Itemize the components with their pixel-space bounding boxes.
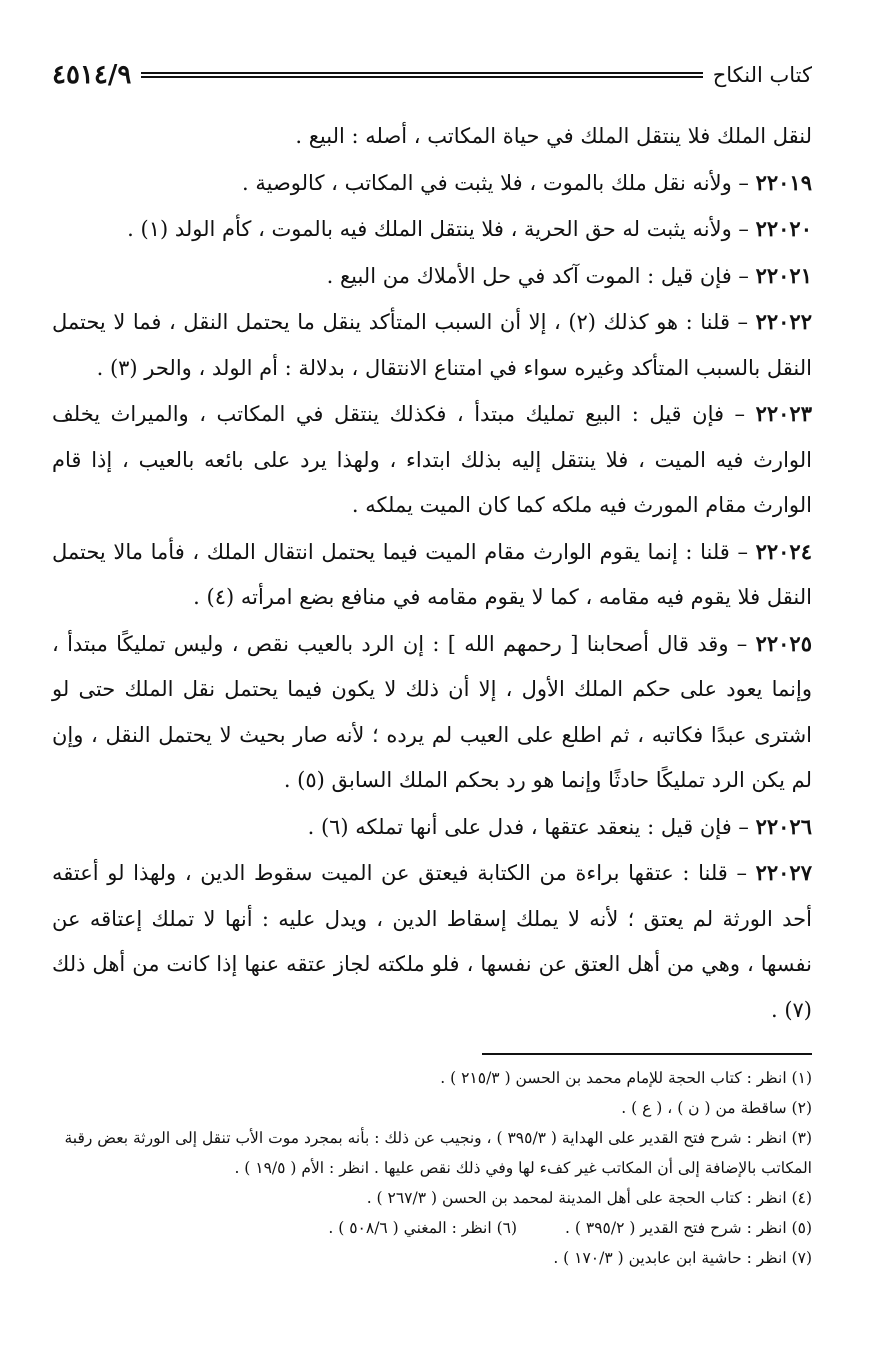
paragraph-number: ٢٢٠٢٦ [755, 813, 812, 839]
paragraph [52, 621, 812, 804]
page-number: ٤٥١٤/٩ [52, 60, 132, 90]
paragraph [52, 253, 812, 300]
paragraph-number: ٢٢٠٢٢ [755, 309, 812, 334]
paragraph-text: – ولأنه نقل ملك بالموت ، فلا يثبت في المكاتب ، كالوصية . [242, 170, 756, 195]
footnote: (٢) ساقطة من ( ن ) ، ( ع ) . [621, 1099, 812, 1117]
paragraph [52, 391, 812, 529]
paragraph-number: ٢٢٠٢١ [755, 262, 812, 288]
paragraph [52, 804, 812, 851]
footnote: (٧) انظر : حاشية ابن عابدين ( ١٧٠/٣ ) . [553, 1249, 812, 1267]
footnote: (٤) انظر : كتاب الحجة على أهل المدينة لمحمد بن الحسن ( ٢٦٧/٣ ) . [366, 1189, 812, 1207]
paragraph-number: ٢٢٠١٩ [755, 169, 812, 195]
footnote-row [52, 1213, 812, 1243]
footnote: (٦) انظر : المغني ( ٥٠٨/٦ ) . [328, 1219, 518, 1237]
paragraph-text: – قلنا : إنما يقوم الوارث مقام الميت فيما يحتمل انتقال الملك ، فأما مالا يحتمل النقل فلا يقوم فيه مقامه ، كما لا يقوم مقامه في منافع بضع امرأته (٤) . [52, 539, 812, 609]
paragraph-number: ٢٢٠٢٧ [755, 860, 812, 885]
paragraph-text: – فإن قيل : البيع تمليك مبتدأ ، فكذلك ينتقل في المكاتب ، والميراث يخلف الوارث فيه الميت ، فلا ينتقل إليه بذلك ابتداء ، ولهذا يرد على بائعه بالعيب ، إذا قام الوارث مقام المورث فيه ملكه كما كان الميت يملكه . [52, 402, 812, 517]
paragraph [52, 850, 812, 1033]
paragraph-number: ٢٢٠٢٤ [755, 538, 812, 564]
body-text [52, 114, 812, 1033]
page [52, 58, 812, 1273]
footnote: (٣) انظر : شرح فتح القدير على الهداية ( ٣٩٥/٣ ) ، ونجيب عن ذلك : بأنه بمجرد موت الأب تنقل إلى الورثة بعض رقبة المكاتب بالإضافة إلى أن المكاتب غير كفء لها وفي ذلك نقص عليها . انظر : الأم ( ١٩/٥ ) . [64, 1129, 812, 1177]
footnote-separator [482, 1053, 812, 1055]
paragraph-text: – قلنا : عتقها براءة من الكتابة فيعتق عن الميت سقوط الدين ، ولهذا لو أعتقه أحد الورثة لم يعتق ؛ لأنه لا يملك إسقاط الدين ، ويدل عليه : أنها لا تملك إعتاقه عن نفسها ، وهي من أهل العتق عن نفسها ، فلو ملكته لجاز عتقه عنها إذا كانت من أهل ذلك (٧) . [52, 861, 812, 1022]
paragraph-text: – وقد قال أصحابنا [ رحمهم الله ] : إن الرد بالعيب نقص ، وليس تمليكًا مبتدأ ، وإنما يعود على حكم الملك الأول ، إلا أن ذلك لا يكون فيما يحتمل نقل الملك حتى لو اشترى عبدًا فكاتبه ، ثم اطلع على العيب لم يرده ؛ لأنه صار بحيث لا يحتمل النقل ، وإن لم يكن الرد تمليكًا حادثًا وإنما هو رد بحكم الملك السابق (٥) . [52, 631, 812, 792]
paragraph-text: – فإن قيل : الموت آكد في حل الأملاك من البيع . [326, 263, 756, 288]
paragraph-text: – قلنا : هو كذلك (٢) ، إلا أن السبب المتأكد ينقل ما يحتمل النقل ، فما لا يحتمل النقل بالسبب المتأكد وغيره سواء في امتناع الانتقال ، بدلالة : أم الولد ، والحر (٣) . [52, 310, 812, 380]
footnote: (١) انظر : كتاب الحجة للإمام محمد بن الحسن ( ٢١٥/٣ ) . [440, 1069, 812, 1087]
paragraph [52, 529, 812, 621]
paragraph-number: ٢٢٠٢٠ [755, 216, 812, 241]
paragraph [52, 160, 812, 207]
paragraph-text: لنقل الملك فلا ينتقل الملك في حياة المكاتب ، أصله : البيع . [295, 124, 812, 148]
running-header [52, 58, 812, 92]
paragraph-text: – فإن قيل : ينعقد عتقها ، فدل على أنها تملكه (٦) . [307, 814, 756, 839]
paragraph-text: – ولأنه يثبت له حق الحرية ، فلا ينتقل الملك فيه بالموت ، كأم الولد (١) . [127, 217, 756, 241]
book-title: كتاب النكاح [712, 63, 812, 87]
header-rule [141, 72, 702, 78]
paragraph [52, 299, 812, 391]
paragraph-continuation [52, 114, 812, 160]
footnote: (٥) انظر : شرح فتح القدير ( ٣٩٥/٢ ) . [565, 1219, 812, 1237]
paragraph-number: ٢٢٠٢٣ [755, 401, 812, 426]
footnotes [52, 1053, 812, 1273]
paragraph [52, 206, 812, 253]
paragraph-number: ٢٢٠٢٥ [755, 630, 812, 656]
